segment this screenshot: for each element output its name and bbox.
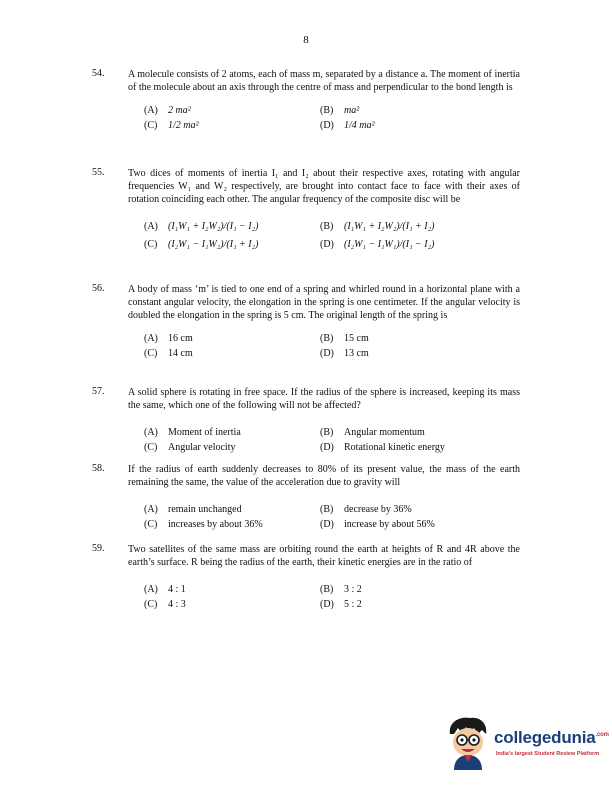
option-b: (B) (I₁W₁ + I₂W₂)/(I₁ + I₂): [320, 221, 435, 232]
option-d: (D) increase by about 56%: [320, 519, 435, 530]
option-c: (C) 1/2 ma²: [144, 120, 199, 131]
question-text: A molecule consists of 2 atoms, each of mass m, separated by a distance a. The moment of inertia of the molecule about an axis through the centre of mass and perpendicular to the bond length is: [128, 69, 520, 93]
option-d: (D) (I₂W₁ − I₁W₁)/(I₁ − I₂): [320, 239, 435, 250]
question-text: A body of mass ‘m’ is tied to one end of a spring and whirled round in a horizontal plane with a constant angular velocity, the elongation in the spring is one centimeter. If the angular velocity is doubled the elongation in the spring is 5 cm. The original length of the spring is: [128, 284, 520, 321]
option-d: (D) 1/4 ma²: [320, 120, 375, 131]
brand-tagline: India's largest Student Review Platform: [496, 751, 600, 757]
collegedunia-logo: [442, 714, 609, 770]
option-c: (C) Angular velocity: [144, 442, 236, 453]
option-d: (D) 13 cm: [320, 348, 369, 359]
options: [144, 503, 520, 532]
option-a: (A) (I₁W₁ + I₂W₂)/(I₁ − I₂): [144, 221, 259, 232]
question-55: [92, 167, 520, 252]
question-number: 59.: [92, 543, 105, 554]
question-text: If the radius of earth suddenly decreases to 80% of its present value, the mass of the earth remaining the same, the value of the acceleration due to gravity will: [128, 464, 520, 488]
option-b: (B) Angular momentum: [320, 427, 425, 438]
question-58: [92, 463, 520, 532]
option-c: (C) (I₂W₁ − I₁W₂)/(I₁ + I₂): [144, 239, 259, 250]
question-number: 58.: [92, 463, 105, 474]
question-57: [92, 386, 520, 455]
page-number: 8: [303, 34, 309, 46]
option-d: (D) 5 : 2: [320, 599, 362, 610]
option-c: (C) 4 : 3: [144, 599, 186, 610]
question-number: 55.: [92, 167, 105, 178]
question-56: [92, 283, 520, 361]
option-a: (A) 2 ma²: [144, 105, 191, 116]
option-b: (B) 15 cm: [320, 333, 369, 344]
question-54: [92, 68, 520, 133]
brand-name: collegedunia$^{.com}$: [494, 728, 609, 747]
question-text: A solid sphere is rotating in free space. If the radius of the sphere is increased, keeping its mass the same, which one of the following will not be affected?: [128, 387, 520, 411]
option-a: (A) remain unchanged: [144, 504, 242, 515]
option-a: (A) Moment of inertia: [144, 427, 241, 438]
question-text: Two dices of moments of inertia I₁ and I₂ about their respective axes, rotating with angular frequencies W₁ and W₂ respectively, are brought into contact face to face with their axes of rotation coinciding each other. The angular frequency of the composite disc will be: [128, 168, 520, 205]
question-number: 57.: [92, 386, 105, 397]
option-c: (C) increases by about 36%: [144, 519, 263, 530]
mascot-icon: [442, 714, 494, 770]
options: [144, 332, 520, 361]
question-59: [92, 543, 520, 612]
options: [144, 104, 520, 133]
question-text: Two satellites of the same mass are orbiting round the earth at heights of R and 4R above the earth’s surface. R being the radius of the earth, their kinetic energies are in the ratio of: [128, 544, 520, 568]
option-c: (C) 14 cm: [144, 348, 193, 359]
options: [144, 426, 520, 455]
options: [144, 583, 520, 612]
question-number: 56.: [92, 283, 105, 294]
option-b: (B) 3 : 2: [320, 584, 362, 595]
question-number: 54.: [92, 68, 105, 79]
option-d: (D) Rotational kinetic energy: [320, 442, 445, 453]
option-a: (A) 4 : 1: [144, 584, 186, 595]
option-b: (B) decrease by 36%: [320, 504, 412, 515]
options: [144, 220, 520, 252]
option-a: (A) 16 cm: [144, 333, 193, 344]
option-b: (B) ma²: [320, 105, 360, 116]
